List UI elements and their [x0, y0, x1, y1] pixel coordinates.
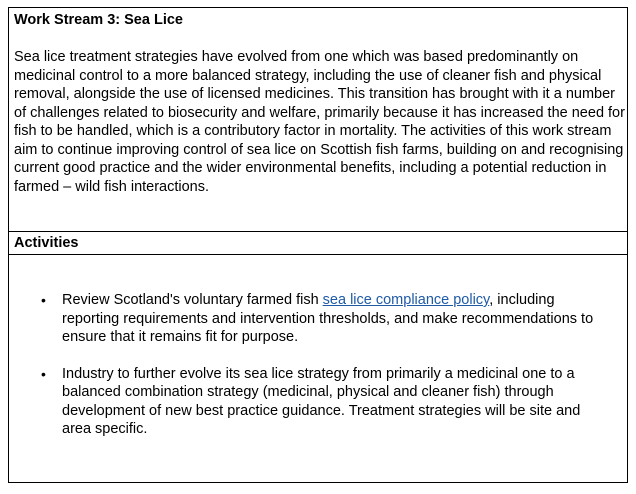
bullet-icon: • [41, 365, 46, 382]
list-item [9, 291, 627, 347]
workstream-cell [9, 8, 627, 232]
sea-lice-compliance-policy-link[interactable]: sea lice compliance policy [322, 292, 490, 308]
workstream-title: Work Stream 3: Sea Lice [14, 12, 183, 28]
activity-1-text-after: , including reporting requirements and intervention thresholds, and make recommendations to ensure that it remains fit for purpose. [62, 292, 594, 345]
workstream-table [8, 7, 628, 483]
workstream-description: Sea lice treatment strategies have evolved from one which was based predominantly on medicinal control to a more balanced strategy, including the use of cleaner fish and physical removal, alongside the use of licensed medicines. This transition has brought with it a number of challenges related to biosecurity and welfare, primarily because it has increased the need for fish to be handled, which is a contributory factor in mortality. The activities of this work stream aim to continue improving control of sea lice on Scottish fish farms, building on and recognising current good practice and the wider environmental benefits, including a potential reduction in farmed – wild fish interactions. [14, 49, 625, 195]
activity-1-text-before: Review Scotland's voluntary farmed fish [62, 292, 323, 308]
bullet-icon: • [41, 292, 46, 308]
activities-list [9, 291, 627, 457]
activities-cell [9, 255, 627, 482]
activity-2-text: Industry to further evolve its sea lice strategy from primarily a medicinal one to a balanced combination strategy (medicinal, physical and cleaner fish) through development of new best practice guidance. Treatment strategies will be site and area specific. [62, 365, 581, 437]
activities-title: Activities [14, 235, 79, 251]
list-item [9, 365, 627, 439]
activities-header-cell [9, 232, 627, 255]
